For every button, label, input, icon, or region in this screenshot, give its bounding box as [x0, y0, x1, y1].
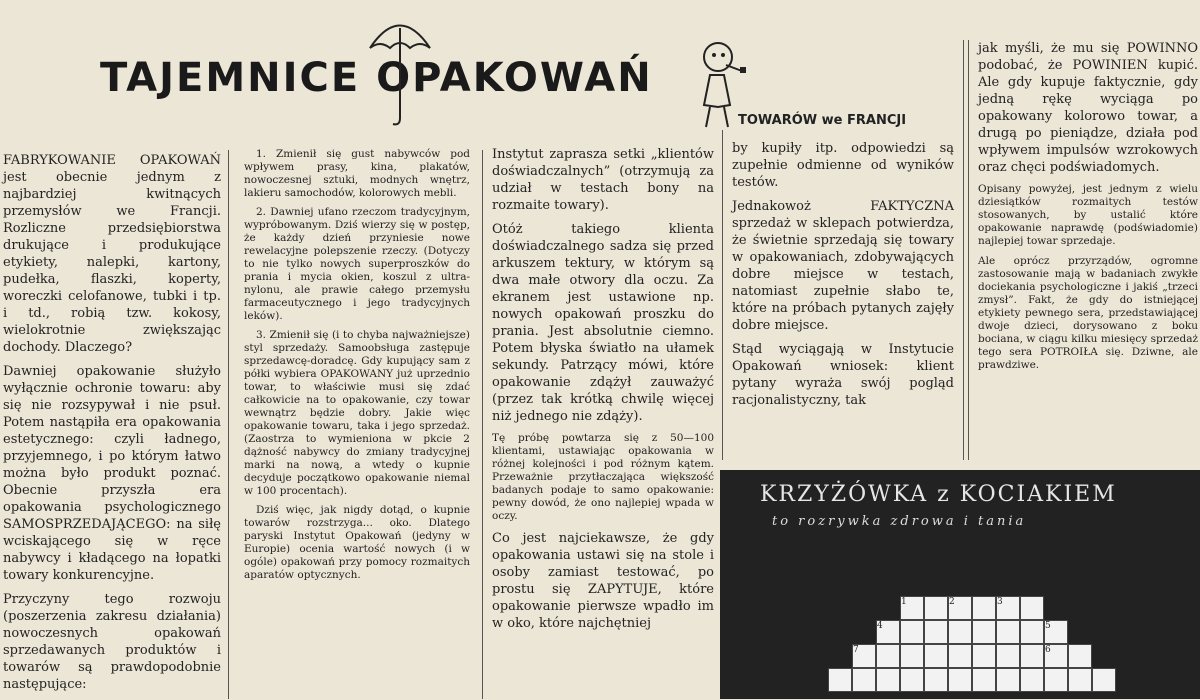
crossword-cell[interactable]: [924, 596, 948, 620]
crossword-cell[interactable]: [1092, 668, 1116, 692]
paragraph: 3. Zmienił się (i to chyba najważniejsze) styl sprzedaży. Samoobsługa zastępuje sprzedawcę-doradcę. Gdy kupujący sam z półki wybiera OPAKOWANY już uprzednio towar, to właściwie musi się zdać całkowicie na to opakowanie, czy towar wewnątrz będzie dobry. Jakie więc opakowanie towaru, taka i jego sprzedaż. (Zaostrza to wymieniona w pkcie 2 dążność nabywcy do zmiany tradycyjnej marki na nową, a wtedy o kupnie decyduje początkowo opakowanie niemal w 100 procentach).: [244, 329, 470, 497]
crossword-cell[interactable]: [1020, 596, 1044, 620]
crossword-title: KRZYŻÓWKA z KOCIAKIEM: [760, 482, 1117, 507]
crossword-box: [720, 470, 1200, 699]
crossword-cell[interactable]: [1044, 668, 1068, 692]
crossword-cell[interactable]: 4: [876, 620, 900, 644]
crossword-cell[interactable]: [900, 668, 924, 692]
paragraph: Jednakowoż FAKTYCZNA sprzedaż w sklepach potwierdza, że świetnie sprzedają się towary w opakowaniach, zdobywających dobre miejsce w testach, natomiast zupełnie słabo te, które na próbach pytanych zajęły dobre miejsce.: [732, 199, 954, 333]
crossword-cell[interactable]: 3: [996, 596, 1020, 620]
crossword-cell[interactable]: [972, 668, 996, 692]
paragraph: by kupiły itp. odpowiedzi są zupełnie odmienne od wyników testów.: [732, 141, 954, 190]
crossword-cell[interactable]: [1068, 644, 1092, 668]
subtitle: TOWARÓW we FRANCJI: [738, 113, 907, 128]
paragraph: Przyczyny tego rozwoju (poszerzenia zakresu działania) nowoczesnych opakowań sprzedawanych produktów i towarów są prawdopodobnie następujące:: [3, 592, 221, 692]
crossword-cell[interactable]: [924, 644, 948, 668]
crossword-cell[interactable]: [900, 644, 924, 668]
paragraph: Dziś więc, jak nigdy dotąd, o kupnie towarów rozstrzyga... oko. Dlatego paryski Instytut Opakowań (jedyny w Europie) ocenia wartość nowych (i w ogóle) opakowań przy pomocy rozmaitych aparatów optycznych.: [244, 504, 470, 581]
crossword-cell[interactable]: [1068, 668, 1092, 692]
crossword-cell[interactable]: [972, 644, 996, 668]
crossword-cell[interactable]: [972, 596, 996, 620]
crossword-cell[interactable]: [948, 668, 972, 692]
article-column-3: [492, 146, 714, 639]
article-column-5: [978, 40, 1198, 379]
column-rule: [968, 40, 969, 460]
crossword-cell[interactable]: [900, 620, 924, 644]
column-rule: [228, 150, 229, 699]
column-rule: [722, 130, 723, 460]
crossword-cell[interactable]: 6: [1044, 644, 1068, 668]
paragraph: Instytut zaprasza setki „klientów doświadczalnych” (otrzymują za udział w testach bony na rozmaite towary).: [492, 147, 714, 213]
crossword-cell[interactable]: 5: [1044, 620, 1068, 644]
crossword-cell[interactable]: 1: [900, 596, 924, 620]
paragraph: Stąd wyciągają w Instytucie Opakowań wniosek: klient pytany wyraża swój pogląd racjonalistyczny, tak: [732, 342, 954, 408]
crossword-cell[interactable]: [924, 620, 948, 644]
crossword-cell[interactable]: [1020, 668, 1044, 692]
paragraph: FABRYKOWANIE OPAKOWAŃ jest obecnie jednym z najbardziej kwitnących przemysłów we Francji. Rozliczne przedsiębiorstwa drukujące i produkujące etykiety, nalepki, kartony, pudełka, flaszki, koperty, woreczki celofanowe, tubki i tp. i td., robią tzw. kokosy, wielokrotnie zwiększając dochody. Dlaczego?: [3, 153, 221, 355]
paragraph: Tę próbę powtarza się z 50—100 klientami, ustawiając opakowania w różnej kolejności i pod różnym kątem. Przeważnie przytłaczająca większość badanych podaje to samo opakowanie: pewny dowód, że ono najlepiej wpada w oczy.: [492, 432, 714, 522]
paragraph: jak myśli, że mu się POWINNO podobać, że POWINIEN kupić. Ale gdy kupuje faktycznie, gdy jedną rękę wyciąga po opakowany kolorowo towar, a drugą po pieniądze, działa pod wpływem impulsów wzrokowych oraz chęci podświadomych.: [978, 41, 1198, 175]
crossword-cell[interactable]: [972, 620, 996, 644]
crossword-cell[interactable]: 7: [852, 644, 876, 668]
article-column-1: [3, 152, 221, 700]
crossword-cell[interactable]: [996, 620, 1020, 644]
crossword-cell[interactable]: [924, 668, 948, 692]
paragraph: 2. Dawniej ufano rzeczom tradycyjnym, wypróbowanym. Dziś wierzy się w postęp, że każdy dzień przyniesie nowe rewelacyjne polepszenie rzeczy. (Dotyczy to nie tylko nowych superproszków do prania i mycia okien, koszul z ultra-nylonu, ale prawie całego przemysłu farmaceutycznego i jego tradycyjnych leków).: [244, 206, 470, 322]
column-rule: [482, 150, 483, 699]
paragraph: Ale oprócz przyrządów, ogromne zastosowanie mają w badaniach zwykłe dociekania psychologiczne i jakiś „trzeci zmysł”. Fakt, że gdy do istniejącej etykiety pewnego sera, przedstawiającej dwoje dzieci, dorysowano z boku bociana, w ciągu kilku miesięcy sprzedaż tego sera POTROIŁA się. Dziwne, ale prawdziwe.: [978, 255, 1198, 371]
crossword-cell[interactable]: [828, 668, 852, 692]
paragraph: Dawniej opakowanie służyło wyłącznie ochronie towaru: aby się nie rozsypywał i nie psuł. Potem nastąpiła era opakowania estetycznego: czyli ładnego, przyjemnego, i po którym łatwo można było produkt poznać. Obecnie przyszła era opakowania psychologicznego SAMOSPRZEDAJĄCEGO: na siłę wciskającego się w ręce nabywcy i kładącego na łopatki towary konkurencyjne.: [3, 364, 221, 583]
column-rule: [963, 40, 964, 460]
article-column-2: [244, 148, 470, 588]
crossword-cell[interactable]: 2: [948, 596, 972, 620]
crossword-cell[interactable]: [996, 644, 1020, 668]
page-title: TAJEMNICE OPAKOWAŃ: [100, 55, 653, 101]
crossword-cell[interactable]: [876, 644, 900, 668]
paragraph: Co jest najciekawsze, że gdy opakowania ustawi się na stole i osoby zamiast testować, po prostu się ZAPYTUJE, które opakowanie pierwsze wpadło im w oko, które najchętniej: [492, 531, 714, 631]
paragraph: Opisany powyżej, jest jednym z wielu dziesiątków rozmaitych testów stosowanych, by ustalić które opakowanie naprawdę (podświadomie) najlepiej towar sprzedaje.: [978, 183, 1198, 247]
paragraph: 1. Zmienił się gust nabywców pod wpływem prasy, kina, plakatów, nowoczesnej sztuki, modnych wnętrz, lakieru samochodów, kolorowych mebli.: [244, 148, 470, 199]
umbrella-illustration: [365, 8, 435, 128]
crossword-cell[interactable]: [876, 668, 900, 692]
crossword-cell[interactable]: [1020, 620, 1044, 644]
paragraph: Otóż takiego klienta doświadczalnego sadza się przed arkuszem tektury, w którym są dwa małe otwory dla oczu. Za ekranem jest ustawione np. nowych opakowań proszku do prania. Jest absolutnie ciemno. Potem błyska światło na ułamek sekundy. Patrzący mówi, które opakowanie zdążył zauważyć (przez tak krótką chwilę więcej niż jednego nie zdąży).: [492, 222, 714, 424]
crossword-cell[interactable]: [996, 668, 1020, 692]
crossword-cell[interactable]: [948, 644, 972, 668]
crossword-cell[interactable]: [852, 668, 876, 692]
article-column-4: [732, 140, 954, 416]
crossword-cell[interactable]: [1020, 644, 1044, 668]
crossword-subtitle: to rozrywka zdrowa i tania: [772, 514, 1027, 529]
crossword-cell[interactable]: [948, 620, 972, 644]
